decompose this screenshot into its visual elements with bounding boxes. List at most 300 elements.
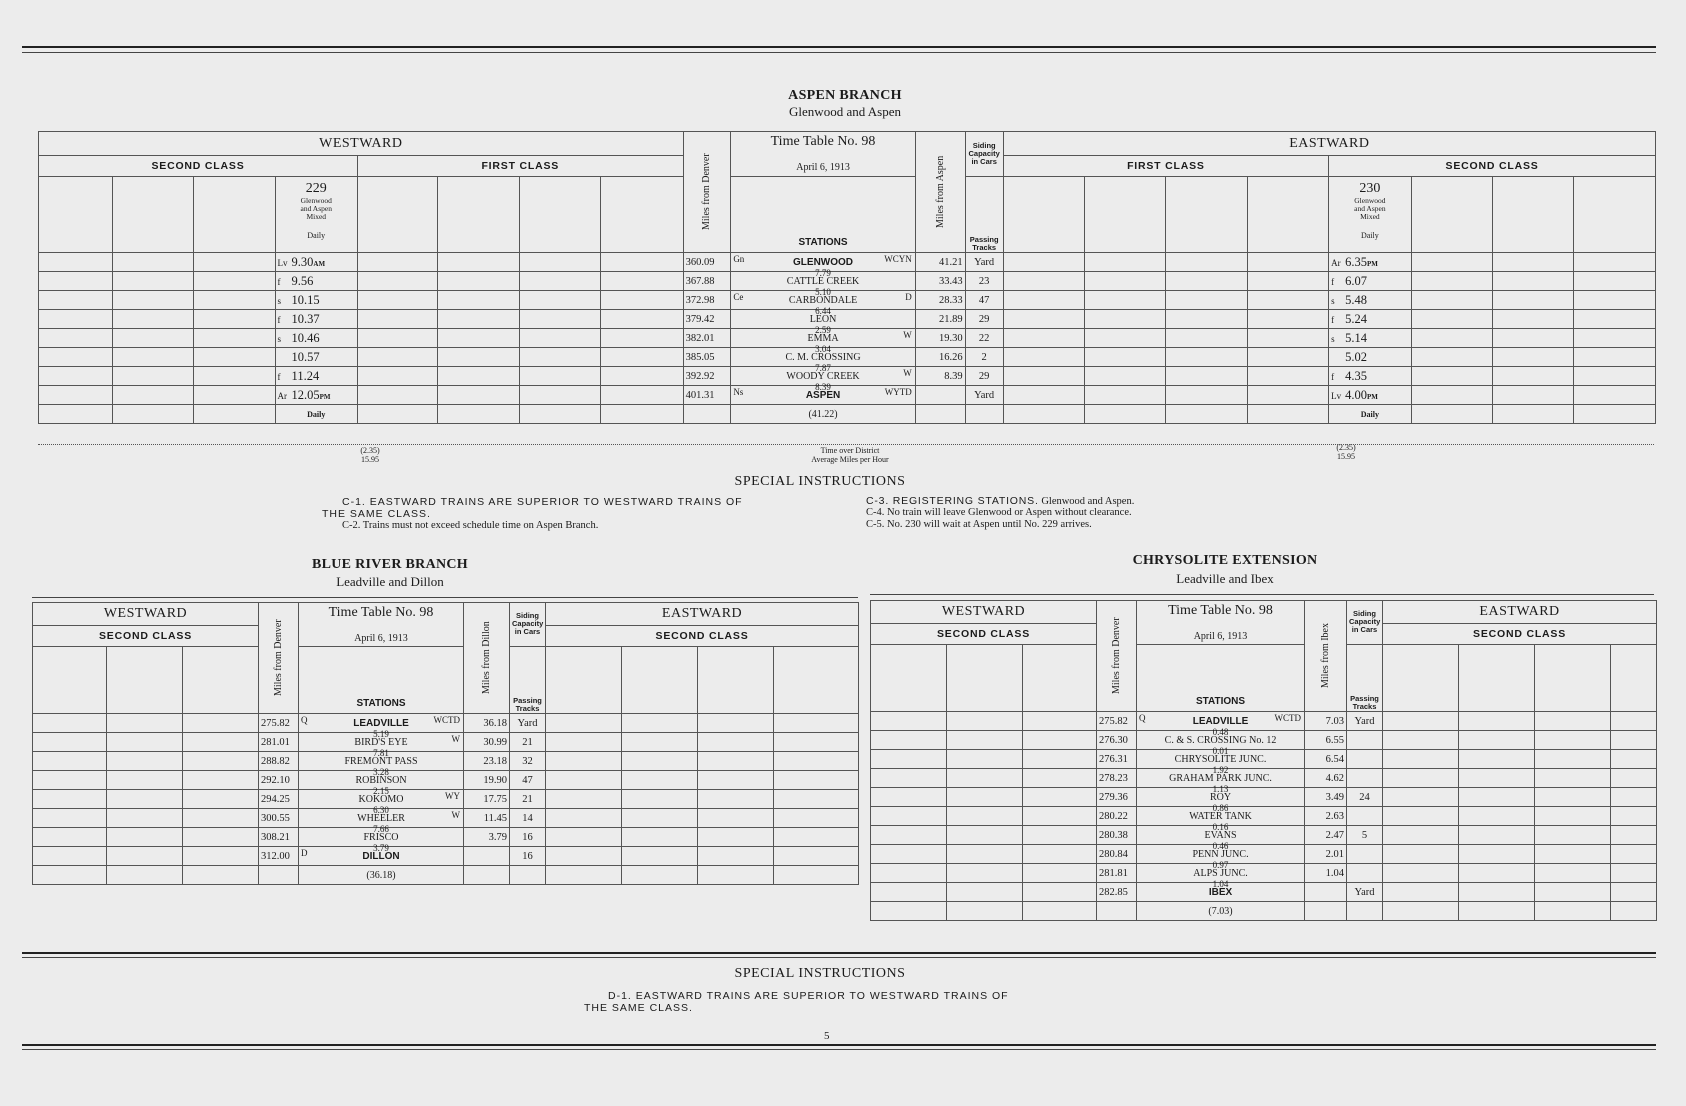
train-229-header: 229 Glenwood and Aspen Mixed Daily (275, 176, 357, 252)
blue-siding-header: Siding Capacity in Cars (510, 603, 546, 647)
miles-from-dillon: 23.18 (464, 752, 510, 771)
siding-capacity (1347, 845, 1383, 864)
station-name: ROY (1209, 791, 1232, 803)
lower-rule (22, 952, 1656, 954)
station-cell (731, 291, 915, 316)
siding-capacity: 21 (510, 790, 546, 809)
station-distance: 1.13 (1212, 784, 1229, 794)
aspen-eastward-header: EASTWARD (1003, 132, 1655, 156)
station-cell (299, 847, 464, 866)
time-signal: f (1331, 276, 1335, 287)
station-cell (1137, 750, 1305, 775)
time-signal: f (277, 371, 281, 382)
siding-capacity: 21 (510, 733, 546, 752)
table-row (871, 826, 1657, 845)
station-code-right: WY (445, 791, 461, 801)
miles-from-dillon: 17.75 (464, 790, 510, 809)
time-value: 4.35 (1345, 368, 1368, 383)
station-cell (731, 329, 915, 354)
siding-capacity: 14 (510, 809, 546, 828)
aspen-stations-label: STATIONS (731, 176, 915, 252)
time-signal: s (1331, 295, 1335, 306)
time-value: 10.46 (291, 330, 320, 345)
time-signal: Ar (1331, 257, 1341, 268)
chrysolite-title: CHRYSOLITE EXTENSION (1132, 553, 1318, 568)
station-name: WOODY CREEK (786, 370, 860, 382)
station-cell (731, 348, 915, 373)
table-row (871, 883, 1657, 902)
station-code-left: D (301, 848, 308, 858)
aspen-timetable-header: Time Table No. 98 April 6, 1913 (731, 132, 915, 177)
chry-miles-from-ibex-header: Miles from Ibex (1305, 601, 1347, 712)
station-distance: 0.48 (1212, 727, 1229, 737)
time-value: 12.05 (291, 387, 320, 402)
time-signal: s (1331, 333, 1335, 344)
miles-from-denver: 360.09 (683, 253, 731, 272)
miles-from-ibex: 2.47 (1305, 826, 1347, 845)
station-name: EMMA (807, 332, 839, 344)
station-code-right: WYTD (884, 387, 912, 397)
station-code-right: WCTD (433, 715, 461, 725)
station-name: LEON (809, 313, 837, 325)
time-signal: f (277, 314, 281, 325)
station-cell (1137, 864, 1305, 889)
blue-total-miles: (36.18) (299, 866, 464, 885)
siding-capacity: 29 (965, 310, 1003, 329)
blue-w-second-class: SECOND CLASS (33, 625, 259, 646)
siding-capacity: 29 (965, 367, 1003, 386)
miles-from-dillon: 19.90 (464, 771, 510, 790)
miles-from-ibex: 3.49 (1305, 788, 1347, 807)
table-row (33, 714, 859, 733)
eastward-time (1329, 291, 1411, 310)
miles-from-denver: 280.84 (1097, 845, 1137, 864)
table-row (33, 771, 859, 790)
station-cell (1137, 769, 1305, 794)
station-cell (299, 733, 464, 758)
miles-from-denver: 281.81 (1097, 864, 1137, 883)
eastward-time (1329, 253, 1411, 272)
page-number: 5 (824, 1030, 830, 1042)
station-cell (299, 809, 464, 834)
bottom-rule (22, 1044, 1656, 1046)
miles-from-ibex: 4.62 (1305, 769, 1347, 788)
siding-capacity (1347, 731, 1383, 750)
miles-from-denver: 294.25 (259, 790, 299, 809)
miles-from-denver: 382.01 (683, 329, 731, 348)
time-value: 10.37 (291, 311, 320, 326)
eastward-time (1329, 367, 1411, 386)
table-row (33, 809, 859, 828)
instruction-c5: C-5. No. 230 will wait at Aspen until No. 229 arrives. (866, 519, 1092, 530)
aspen-title: ASPEN BRANCH (788, 88, 902, 103)
miles-from-denver: 282.85 (1097, 883, 1137, 902)
station-cell (299, 752, 464, 777)
station-name: CHRYSOLITE JUNC. (1174, 753, 1267, 765)
siding-capacity (1347, 750, 1383, 769)
station-cell (1137, 807, 1305, 832)
miles-from-aspen: 28.33 (915, 291, 965, 310)
miles-from-dillon: 36.18 (464, 714, 510, 733)
station-distance: 0.86 (1212, 803, 1229, 813)
miles-from-denver: 279.36 (1097, 788, 1137, 807)
station-distance: 7.66 (373, 824, 389, 834)
top-rule-thin (22, 52, 1656, 53)
station-distance: 2.15 (373, 786, 389, 796)
miles-from-ibex: 6.54 (1305, 750, 1347, 769)
time-value: 9.56 (291, 273, 314, 288)
aspen-w-second-class: SECOND CLASS (39, 156, 358, 176)
blue-river-title: BLUE RIVER BRANCH (311, 557, 468, 572)
time-ampm: PM (319, 392, 331, 401)
miles-from-aspen: 33.43 (915, 272, 965, 291)
time-signal: f (1331, 371, 1335, 382)
miles-from-denver: 367.88 (683, 272, 731, 291)
station-code-left: Gn (733, 254, 745, 264)
blue-river-subtitle: Leadville and Dillon (336, 574, 444, 589)
station-name: KOKOMO (358, 793, 404, 805)
siding-capacity: 22 (965, 329, 1003, 348)
lower-rule-thin (22, 957, 1656, 958)
time-value: 5.48 (1345, 292, 1368, 307)
top-rule (22, 46, 1656, 48)
table-row (33, 733, 859, 752)
time-signal: f (1331, 314, 1335, 325)
time-signal: s (277, 333, 282, 344)
blue-westward-header: WESTWARD (33, 603, 259, 626)
time-signal: Ar (277, 390, 288, 401)
miles-from-denver: 308.21 (259, 828, 299, 847)
time-ampm: PM (1367, 259, 1378, 268)
station-name: PENN JUNC. (1192, 848, 1249, 860)
siding-capacity (1347, 807, 1383, 826)
miles-from-dillon (464, 847, 510, 866)
table-row (39, 329, 1656, 348)
siding-capacity (1347, 864, 1383, 883)
time-ampm: PM (1367, 392, 1378, 401)
station-name: LEADVILLE (1192, 715, 1249, 727)
station-code-right: W (903, 368, 912, 378)
chry-siding-header: Siding Capacity in Cars (1347, 601, 1383, 645)
table-row (33, 828, 859, 847)
train-230-header: 230 Glenwood and Aspen Mixed Daily (1329, 176, 1411, 252)
miles-from-ibex: 2.01 (1305, 845, 1347, 864)
aspen-time-over-labels: Time over District Average Miles per Hour (811, 446, 889, 464)
station-cell (731, 310, 915, 335)
table-row (871, 807, 1657, 826)
siding-capacity: Yard (1347, 883, 1383, 902)
miles-from-denver: 280.38 (1097, 826, 1137, 845)
table-row (871, 712, 1657, 731)
time-value: 4.00 (1345, 387, 1368, 402)
station-name: EVANS (1204, 829, 1237, 841)
station-distance: 3.28 (373, 767, 389, 777)
instruction-d1: D-1. EASTWARD TRAINS ARE SUPERIOR TO WESTWARD TRAINS OF THE SAME CLASS. (584, 990, 1009, 1014)
aspen-e-first-class: FIRST CLASS (1003, 156, 1329, 176)
miles-from-denver: 401.31 (683, 386, 731, 405)
siding-capacity: 5 (1347, 826, 1383, 845)
table-row (39, 348, 1656, 367)
time-value: 5.02 (1345, 349, 1368, 364)
station-name: FRISCO (363, 831, 399, 843)
miles-from-denver: 372.98 (683, 291, 731, 310)
aspen-e-daily: Daily (1329, 405, 1411, 424)
siding-capacity: 32 (510, 752, 546, 771)
station-code-left: Ce (733, 292, 744, 302)
aspen-e-time-over: (2.35) 15.95 (1336, 443, 1356, 461)
aspen-passing-tracks-label: Passing Tracks (965, 176, 1003, 252)
westward-time (275, 253, 357, 272)
station-cell (299, 828, 464, 853)
blue-e-second-class: SECOND CLASS (546, 625, 859, 646)
miles-from-denver: 292.10 (259, 771, 299, 790)
eastward-time (1329, 329, 1411, 348)
station-name: CATTLE CREEK (786, 275, 860, 287)
time-signal: Lv (277, 257, 288, 268)
chry-w-second-class: SECOND CLASS (871, 623, 1097, 644)
chry-total-miles: (7.03) (1137, 902, 1305, 921)
siding-capacity: Yard (965, 253, 1003, 272)
station-cell (1137, 826, 1305, 851)
eastward-time (1329, 272, 1411, 291)
station-name: C. & S. CROSSING No. 12 (1164, 734, 1277, 746)
siding-capacity: 16 (510, 847, 546, 866)
time-value: 5.24 (1345, 311, 1368, 326)
station-distance: 0.01 (1212, 746, 1229, 756)
instruction-c3: C-3. REGISTERING STATIONS. Glenwood and Aspen. (866, 495, 1135, 507)
station-distance: 0.16 (1212, 822, 1229, 832)
miles-from-aspen: 8.39 (915, 367, 965, 386)
siding-capacity: Yard (510, 714, 546, 733)
station-name: GLENWOOD (793, 256, 854, 268)
miles-from-denver: 385.05 (683, 348, 731, 367)
miles-from-denver: 278.23 (1097, 769, 1137, 788)
station-code-left: Q (1139, 713, 1146, 723)
siding-capacity: 2 (965, 348, 1003, 367)
miles-from-ibex: 1.04 (1305, 864, 1347, 883)
aspen-w-time-over: (2.35) 15.95 (360, 446, 380, 464)
time-value: 10.15 (291, 292, 320, 307)
siding-capacity: 16 (510, 828, 546, 847)
time-signal: Lv (1331, 390, 1342, 401)
table-row (871, 750, 1657, 769)
station-code-right: WCTD (1274, 713, 1302, 723)
aspen-e-second-class: SECOND CLASS (1329, 156, 1656, 176)
time-value: 6.07 (1345, 273, 1368, 288)
aspen-timetable (38, 131, 1656, 424)
table-row (33, 752, 859, 771)
aspen-bottom-rule (38, 444, 1654, 445)
blue-river-timetable (32, 602, 859, 885)
time-value: 6.35 (1345, 254, 1368, 269)
time-value: 10.57 (291, 349, 320, 364)
westward-time (275, 329, 357, 348)
aspen-siding-header: Siding Capacity in Cars (965, 132, 1003, 177)
station-distance: 6.30 (373, 805, 389, 815)
station-distance: 0.46 (1212, 841, 1229, 851)
station-cell (1137, 788, 1305, 813)
siding-capacity: 23 (965, 272, 1003, 291)
aspen-westward-header: WESTWARD (39, 132, 684, 156)
table-row (39, 291, 1656, 310)
table-row (39, 272, 1656, 291)
station-distance: 8.39 (815, 382, 831, 392)
miles-from-ibex: 7.03 (1305, 712, 1347, 731)
mid-rule-right (870, 594, 1654, 595)
station-name: IBEX (1208, 886, 1233, 898)
instruction-c2: C-2. Trains must not exceed schedule time on Aspen Branch. (342, 520, 599, 531)
station-distance: 1.92 (1212, 765, 1229, 775)
time-value: 11.24 (291, 368, 320, 383)
station-distance: 0.97 (1212, 860, 1229, 870)
siding-capacity: 47 (965, 291, 1003, 310)
station-name: FREMONT PASS (344, 755, 418, 767)
table-row (871, 845, 1657, 864)
station-code-right: WCYN (884, 254, 912, 264)
chry-passing-tracks-label: Passing Tracks (1347, 644, 1383, 711)
station-cell (731, 386, 915, 405)
time-value: 5.14 (1345, 330, 1368, 345)
station-name: WHEELER (357, 812, 405, 824)
blue-eastward-header: EASTWARD (546, 603, 859, 626)
bottom-rule-thin (22, 1049, 1656, 1050)
station-code-left: Q (301, 715, 308, 725)
blue-stations-label: STATIONS (299, 646, 464, 713)
station-distance: 7.81 (373, 748, 389, 758)
miles-from-dillon: 3.79 (464, 828, 510, 847)
miles-from-denver: 275.82 (1097, 712, 1137, 731)
station-distance: 1.04 (1212, 879, 1229, 889)
station-name: ROBINSON (355, 774, 407, 786)
siding-capacity (1347, 769, 1383, 788)
miles-from-denver: 312.00 (259, 847, 299, 866)
eastward-time (1329, 348, 1411, 367)
station-cell (1137, 845, 1305, 870)
miles-from-ibex (1305, 883, 1347, 902)
aspen-total-miles: (41.22) (731, 405, 915, 424)
station-name: C. M. CROSSING (785, 351, 861, 363)
station-distance: 5.19 (373, 729, 389, 739)
westward-time (275, 386, 357, 405)
chry-e-second-class: SECOND CLASS (1383, 623, 1657, 644)
westward-time (275, 348, 357, 367)
station-cell (1137, 712, 1305, 737)
miles-from-aspen: 16.26 (915, 348, 965, 367)
instruction-c1: C-1. EASTWARD TRAINS ARE SUPERIOR TO WESTWARD TRAINS OF THE SAME CLASS. (322, 496, 743, 520)
siding-capacity: Yard (1347, 712, 1383, 731)
table-row (871, 769, 1657, 788)
table-row (39, 386, 1656, 405)
miles-from-aspen: 19.30 (915, 329, 965, 348)
station-distance: 7.79 (815, 268, 831, 278)
table-row (33, 790, 859, 809)
time-value: 9.30 (291, 254, 314, 269)
table-row (39, 253, 1656, 272)
mid-rule-left (32, 597, 858, 598)
miles-from-dillon: 11.45 (464, 809, 510, 828)
table-row (871, 864, 1657, 883)
chry-westward-header: WESTWARD (871, 601, 1097, 624)
time-signal: f (277, 276, 281, 287)
station-distance: 5.10 (815, 287, 831, 297)
station-code-right: W (451, 734, 461, 744)
eastward-time (1329, 310, 1411, 329)
station-name: LEADVILLE (353, 717, 409, 729)
station-distance: 6.44 (815, 306, 831, 316)
station-code-left: Ns (733, 387, 744, 397)
miles-from-ibex: 6.55 (1305, 731, 1347, 750)
aspen-subtitle: Glenwood and Aspen (789, 104, 901, 119)
miles-from-dillon: 30.99 (464, 733, 510, 752)
siding-capacity: Yard (965, 386, 1003, 405)
special-instructions-heading-2: SPECIAL INSTRUCTIONS (734, 966, 906, 981)
blue-timetable-header: Time Table No. 98 April 6, 1913 (299, 603, 464, 647)
station-name: WATER TANK (1189, 810, 1252, 822)
special-instructions-heading-1: SPECIAL INSTRUCTIONS (734, 474, 906, 489)
table-row (871, 788, 1657, 807)
station-cell (299, 714, 464, 739)
miles-from-denver: 379.42 (683, 310, 731, 329)
station-distance: 3.79 (373, 843, 389, 853)
station-name: ASPEN (805, 389, 841, 401)
aspen-w-daily: Daily (275, 405, 357, 424)
instruction-c4: C-4. No train will leave Glenwood or Aspen without clearance. (866, 507, 1132, 518)
miles-from-denver: 281.01 (259, 733, 299, 752)
station-distance: 2.59 (815, 325, 831, 335)
miles-from-aspen: 41.21 (915, 253, 965, 272)
blue-miles-from-dillon-header: Miles from Dillon (464, 603, 510, 714)
chry-miles-from-denver-header: Miles from Denver (1097, 601, 1137, 712)
westward-time (275, 291, 357, 310)
station-distance: 7.87 (815, 363, 831, 373)
station-name: CARBONDALE (788, 294, 858, 306)
station-name: ALPS JUNC. (1193, 867, 1248, 879)
miles-from-denver: 275.82 (259, 714, 299, 733)
station-name: GRAHAM PARK JUNC. (1169, 772, 1272, 784)
miles-from-denver: 300.55 (259, 809, 299, 828)
chry-eastward-header: EASTWARD (1383, 601, 1657, 624)
table-row (33, 847, 859, 866)
aspen-w-first-class: FIRST CLASS (357, 156, 683, 176)
aspen-miles-from-aspen-header: Miles from Aspen (915, 132, 965, 253)
miles-from-aspen (915, 386, 965, 405)
station-name: BIRD'S EYE (354, 736, 408, 748)
miles-from-denver: 392.92 (683, 367, 731, 386)
miles-from-aspen: 21.89 (915, 310, 965, 329)
blue-passing-tracks-label: Passing Tracks (510, 646, 546, 713)
time-ampm: AM (313, 259, 326, 268)
westward-time (275, 272, 357, 291)
chrysolite-subtitle: Leadville and Ibex (1176, 571, 1274, 586)
chry-stations-label: STATIONS (1137, 644, 1305, 711)
station-code-right: D (905, 292, 912, 302)
miles-from-denver: 276.31 (1097, 750, 1137, 769)
chrysolite-timetable (870, 600, 1657, 921)
table-row (39, 367, 1656, 386)
station-cell (1137, 731, 1305, 756)
station-cell (299, 790, 464, 815)
station-code-right: W (903, 330, 912, 340)
station-name: DILLON (362, 850, 400, 862)
station-distance: 3.04 (815, 344, 831, 354)
station-cell (731, 253, 915, 278)
westward-time (275, 310, 357, 329)
aspen-miles-from-denver-header: Miles from Denver (683, 132, 731, 253)
westward-time (275, 367, 357, 386)
eastward-time (1329, 386, 1411, 405)
station-code-right: W (451, 810, 461, 820)
chry-timetable-header: Time Table No. 98 April 6, 1913 (1137, 601, 1305, 645)
